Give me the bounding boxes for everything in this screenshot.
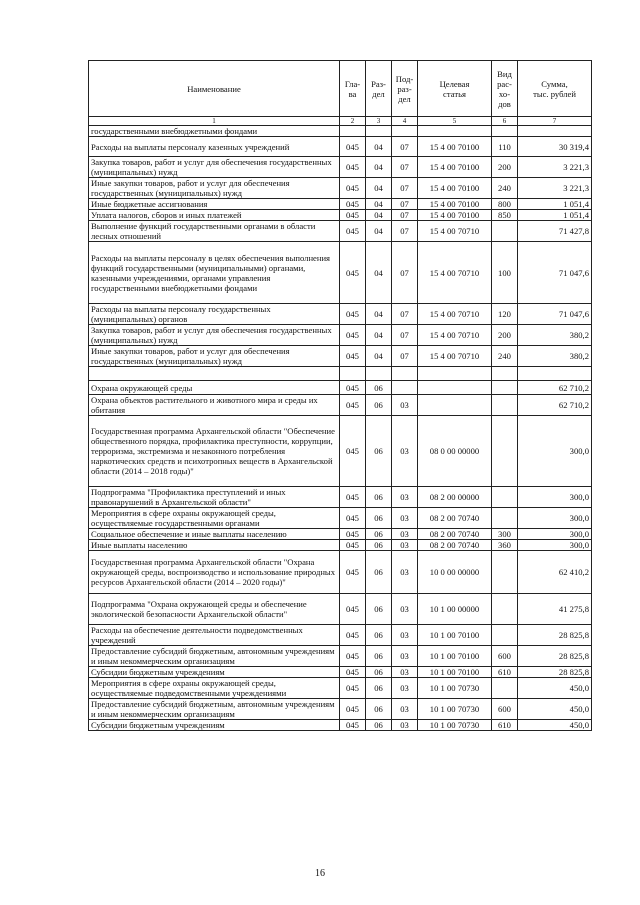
row-podrazdel: 03 xyxy=(392,699,418,720)
row-podrazdel: 07 xyxy=(392,304,418,325)
row-podrazdel: 07 xyxy=(392,221,418,242)
row-glava: 045 xyxy=(340,199,366,210)
table-row xyxy=(89,137,592,157)
row-summa: 450,0 xyxy=(518,678,592,699)
row-podrazdel: 03 xyxy=(392,529,418,540)
table-row xyxy=(89,625,592,646)
row-razdel: 06 xyxy=(366,699,392,720)
row-glava: 045 xyxy=(340,487,366,508)
header-vid: Вид рас- хо- дов xyxy=(492,61,518,117)
row-glava: 045 xyxy=(340,157,366,178)
row-glava: 045 xyxy=(340,540,366,551)
column-number: 7 xyxy=(518,117,592,126)
column-number: 5 xyxy=(418,117,492,126)
row-glava: 045 xyxy=(340,210,366,221)
row-podrazdel: 07 xyxy=(392,346,418,367)
row-podrazdel: 03 xyxy=(392,720,418,731)
row-summa: 41 275,8 xyxy=(518,594,592,625)
row-razdel: 06 xyxy=(366,646,392,667)
row-statya: 10 1 00 70100 xyxy=(418,646,492,667)
table-row xyxy=(89,416,592,487)
row-podrazdel: 03 xyxy=(392,540,418,551)
row-vid: 600 xyxy=(492,699,518,720)
row-statya: 15 4 00 70710 xyxy=(418,242,492,304)
row-vid: 800 xyxy=(492,199,518,210)
row-podrazdel: 07 xyxy=(392,210,418,221)
row-vid xyxy=(492,367,518,381)
row-razdel: 06 xyxy=(366,508,392,529)
header-name: Наименование xyxy=(89,61,340,117)
row-glava: 045 xyxy=(340,325,366,346)
row-glava: 045 xyxy=(340,137,366,157)
row-name: Расходы на обеспечение деятельности подведомственных учреждений xyxy=(89,625,340,646)
row-vid: 850 xyxy=(492,210,518,221)
row-razdel: 06 xyxy=(366,381,392,395)
row-name: Расходы на выплаты персоналу казенных учреждений xyxy=(89,137,340,157)
row-vid xyxy=(492,625,518,646)
row-summa: 71 047,6 xyxy=(518,242,592,304)
row-vid xyxy=(492,594,518,625)
row-summa: 1 051,4 xyxy=(518,210,592,221)
row-podrazdel xyxy=(392,367,418,381)
row-summa: 300,0 xyxy=(518,540,592,551)
row-name: Иные закупки товаров, работ и услуг для обеспечения государственных (муниципальных) нужд xyxy=(89,178,340,199)
row-summa: 300,0 xyxy=(518,529,592,540)
row-podrazdel: 03 xyxy=(392,678,418,699)
row-razdel: 04 xyxy=(366,137,392,157)
row-statya: 15 4 00 70710 xyxy=(418,346,492,367)
row-statya: 08 2 00 70740 xyxy=(418,540,492,551)
row-name: Мероприятия в сфере охраны окружающей среды, осуществляемые государственными органами xyxy=(89,508,340,529)
row-glava: 045 xyxy=(340,625,366,646)
row-statya: 15 4 00 70710 xyxy=(418,325,492,346)
row-glava: 045 xyxy=(340,720,366,731)
row-podrazdel: 03 xyxy=(392,551,418,594)
table-row xyxy=(89,199,592,210)
row-razdel: 04 xyxy=(366,221,392,242)
row-glava: 045 xyxy=(340,395,366,416)
row-glava: 045 xyxy=(340,646,366,667)
page-number: 16 xyxy=(315,868,325,879)
table-row xyxy=(89,594,592,625)
row-name: Мероприятия в сфере охраны окружающей среды, осуществляемые подведомственными учреждениями xyxy=(89,678,340,699)
table-row xyxy=(89,367,592,381)
row-summa: 28 825,8 xyxy=(518,625,592,646)
table-row xyxy=(89,487,592,508)
row-summa: 300,0 xyxy=(518,508,592,529)
row-name: Подпрограмма "Профилактика преступлений и иных правонарушений в Архангельской области" xyxy=(89,487,340,508)
column-number-row xyxy=(89,117,592,126)
row-razdel: 06 xyxy=(366,678,392,699)
row-vid xyxy=(492,551,518,594)
column-number: 3 xyxy=(366,117,392,126)
table-row xyxy=(89,304,592,325)
row-name: Выполнение функций государственными органами в области лесных отношений xyxy=(89,221,340,242)
table-row xyxy=(89,346,592,367)
table-row xyxy=(89,157,592,178)
header-glava: Гла- ва xyxy=(340,61,366,117)
row-name: Иные бюджетные ассигнования xyxy=(89,199,340,210)
table-row xyxy=(89,540,592,551)
row-podrazdel: 03 xyxy=(392,667,418,678)
table-body xyxy=(89,126,592,731)
row-statya: 15 4 00 70710 xyxy=(418,221,492,242)
row-name: Социальное обеспечение и иные выплаты населению xyxy=(89,529,340,540)
row-vid: 200 xyxy=(492,157,518,178)
row-name: Государственная программа Архангельской области "Охрана окружающей среды, воспроизводство и использование природных ресурсов Архангельской области (2014 – 2020 годы)" xyxy=(89,551,340,594)
row-vid: 240 xyxy=(492,346,518,367)
row-razdel: 04 xyxy=(366,304,392,325)
row-statya: 08 2 00 70740 xyxy=(418,508,492,529)
row-name: Иные закупки товаров, работ и услуг для обеспечения государственных (муниципальных) нужд xyxy=(89,346,340,367)
row-razdel xyxy=(366,126,392,137)
row-summa: 28 825,8 xyxy=(518,646,592,667)
table-row xyxy=(89,678,592,699)
row-summa: 380,2 xyxy=(518,346,592,367)
budget-table-container xyxy=(88,60,591,731)
row-name: Закупка товаров, работ и услуг для обеспечения государственных (муниципальных) нужд xyxy=(89,325,340,346)
row-name: государственными внебюджетными фондами xyxy=(89,126,340,137)
row-name: Подпрограмма "Охрана окружающей среды и обеспечение экологической безопасности Архангельской области" xyxy=(89,594,340,625)
row-summa: 28 825,8 xyxy=(518,667,592,678)
row-statya: 08 0 00 00000 xyxy=(418,416,492,487)
row-razdel: 06 xyxy=(366,551,392,594)
row-summa: 71 047,6 xyxy=(518,304,592,325)
row-razdel: 06 xyxy=(366,395,392,416)
row-summa xyxy=(518,367,592,381)
row-statya: 10 0 00 00000 xyxy=(418,551,492,594)
row-name: Предоставление субсидий бюджетным, автономным учреждениям и иным некоммерческим организациям xyxy=(89,699,340,720)
table-row xyxy=(89,529,592,540)
row-statya: 15 4 00 70100 xyxy=(418,157,492,178)
row-summa: 1 051,4 xyxy=(518,199,592,210)
row-vid xyxy=(492,487,518,508)
header-podrazdel: Под- раз- дел xyxy=(392,61,418,117)
budget-table xyxy=(88,60,592,731)
row-glava: 045 xyxy=(340,551,366,594)
row-podrazdel: 03 xyxy=(392,594,418,625)
row-summa: 62 710,2 xyxy=(518,381,592,395)
row-podrazdel xyxy=(392,126,418,137)
row-glava: 045 xyxy=(340,678,366,699)
table-row xyxy=(89,178,592,199)
row-glava: 045 xyxy=(340,304,366,325)
row-name: Субсидии бюджетным учреждениям xyxy=(89,667,340,678)
table-row xyxy=(89,381,592,395)
row-podrazdel: 07 xyxy=(392,242,418,304)
row-summa: 62 710,2 xyxy=(518,395,592,416)
row-summa: 30 319,4 xyxy=(518,137,592,157)
row-summa: 380,2 xyxy=(518,325,592,346)
row-statya xyxy=(418,126,492,137)
row-statya: 10 1 00 00000 xyxy=(418,594,492,625)
row-glava: 045 xyxy=(340,346,366,367)
row-vid: 300 xyxy=(492,529,518,540)
column-number: 2 xyxy=(340,117,366,126)
row-name: Государственная программа Архангельской области "Обеспечение общественного порядка, профилактика преступности, коррупции, терроризма, экстремизма и незаконного потребления наркотических средств и психотропных веществ в Архангельской области (2014 – 2018 годы)" xyxy=(89,416,340,487)
row-summa xyxy=(518,126,592,137)
header-statya: Целевая статья xyxy=(418,61,492,117)
table-row xyxy=(89,242,592,304)
row-name: Расходы на выплаты персоналу в целях обеспечения выполнения функций государственными (муниципальными) органами, казенными учреждениями, органами управления государственными внебюджетными фондами xyxy=(89,242,340,304)
row-razdel: 06 xyxy=(366,540,392,551)
row-razdel: 04 xyxy=(366,210,392,221)
row-statya: 08 2 00 70740 xyxy=(418,529,492,540)
row-razdel xyxy=(366,367,392,381)
row-vid: 610 xyxy=(492,667,518,678)
row-statya: 15 4 00 70100 xyxy=(418,137,492,157)
row-podrazdel: 03 xyxy=(392,395,418,416)
row-razdel: 04 xyxy=(366,199,392,210)
row-vid xyxy=(492,508,518,529)
row-name: Охрана окружающей среды xyxy=(89,381,340,395)
column-number: 1 xyxy=(89,117,340,126)
row-razdel: 06 xyxy=(366,529,392,540)
row-statya xyxy=(418,367,492,381)
table-row xyxy=(89,325,592,346)
row-statya: 10 1 00 70730 xyxy=(418,720,492,731)
header-razdel: Раз- дел xyxy=(366,61,392,117)
row-vid xyxy=(492,126,518,137)
row-razdel: 04 xyxy=(366,242,392,304)
row-vid xyxy=(492,416,518,487)
row-vid: 120 xyxy=(492,304,518,325)
row-vid: 240 xyxy=(492,178,518,199)
row-glava: 045 xyxy=(340,381,366,395)
row-summa: 300,0 xyxy=(518,416,592,487)
row-statya: 10 1 00 70730 xyxy=(418,699,492,720)
row-podrazdel: 03 xyxy=(392,487,418,508)
row-name: Иные выплаты населению xyxy=(89,540,340,551)
table-row xyxy=(89,221,592,242)
row-statya: 15 4 00 70100 xyxy=(418,178,492,199)
row-glava: 045 xyxy=(340,416,366,487)
table-row xyxy=(89,508,592,529)
row-glava: 045 xyxy=(340,242,366,304)
row-razdel: 06 xyxy=(366,667,392,678)
row-vid: 360 xyxy=(492,540,518,551)
row-glava: 045 xyxy=(340,594,366,625)
row-podrazdel: 03 xyxy=(392,625,418,646)
row-statya: 08 2 00 00000 xyxy=(418,487,492,508)
row-statya: 10 1 00 70100 xyxy=(418,667,492,678)
row-summa: 3 221,3 xyxy=(518,157,592,178)
header-summa: Сумма, тыс. рублей xyxy=(518,61,592,117)
row-podrazdel: 07 xyxy=(392,137,418,157)
row-glava xyxy=(340,367,366,381)
row-razdel: 04 xyxy=(366,346,392,367)
column-number: 4 xyxy=(392,117,418,126)
row-podrazdel: 07 xyxy=(392,178,418,199)
row-vid xyxy=(492,678,518,699)
row-statya: 10 1 00 70100 xyxy=(418,625,492,646)
row-name: Закупка товаров, работ и услуг для обеспечения государственных (муниципальных) нужд xyxy=(89,157,340,178)
row-podrazdel: 07 xyxy=(392,325,418,346)
row-razdel: 06 xyxy=(366,720,392,731)
row-podrazdel: 03 xyxy=(392,646,418,667)
table-row xyxy=(89,395,592,416)
row-glava xyxy=(340,126,366,137)
row-summa: 71 427,8 xyxy=(518,221,592,242)
row-vid xyxy=(492,221,518,242)
table-row xyxy=(89,210,592,221)
row-vid: 610 xyxy=(492,720,518,731)
table-row xyxy=(89,699,592,720)
row-name xyxy=(89,367,340,381)
row-summa: 450,0 xyxy=(518,720,592,731)
row-vid: 600 xyxy=(492,646,518,667)
header-row xyxy=(89,61,592,117)
row-razdel: 06 xyxy=(366,625,392,646)
row-glava: 045 xyxy=(340,699,366,720)
row-statya xyxy=(418,381,492,395)
row-razdel: 06 xyxy=(366,594,392,625)
row-podrazdel: 03 xyxy=(392,416,418,487)
row-statya xyxy=(418,395,492,416)
row-statya: 10 1 00 70730 xyxy=(418,678,492,699)
row-vid: 100 xyxy=(492,242,518,304)
row-podrazdel: 07 xyxy=(392,157,418,178)
row-podrazdel: 03 xyxy=(392,508,418,529)
row-podrazdel: 07 xyxy=(392,199,418,210)
row-glava: 045 xyxy=(340,178,366,199)
row-name: Охрана объектов растительного и животного мира и среды их обитания xyxy=(89,395,340,416)
row-vid: 200 xyxy=(492,325,518,346)
row-vid: 110 xyxy=(492,137,518,157)
row-statya: 15 4 00 70710 xyxy=(418,304,492,325)
row-summa: 3 221,3 xyxy=(518,178,592,199)
row-glava: 045 xyxy=(340,667,366,678)
table-row xyxy=(89,720,592,731)
row-vid xyxy=(492,381,518,395)
row-razdel: 04 xyxy=(366,178,392,199)
row-name: Расходы на выплаты персоналу государственных (муниципальных) органов xyxy=(89,304,340,325)
row-summa: 62 410,2 xyxy=(518,551,592,594)
row-statya: 15 4 00 70100 xyxy=(418,199,492,210)
row-razdel: 04 xyxy=(366,157,392,178)
row-summa: 300,0 xyxy=(518,487,592,508)
row-razdel: 06 xyxy=(366,487,392,508)
row-name: Субсидии бюджетным учреждениям xyxy=(89,720,340,731)
table-row xyxy=(89,646,592,667)
row-glava: 045 xyxy=(340,221,366,242)
row-summa: 450,0 xyxy=(518,699,592,720)
row-name: Уплата налогов, сборов и иных платежей xyxy=(89,210,340,221)
row-statya: 15 4 00 70100 xyxy=(418,210,492,221)
table-row xyxy=(89,667,592,678)
column-number: 6 xyxy=(492,117,518,126)
row-name: Предоставление субсидий бюджетным, автономным учреждениям и иным некоммерческим организациям xyxy=(89,646,340,667)
table-row xyxy=(89,126,592,137)
row-razdel: 06 xyxy=(366,416,392,487)
row-glava: 045 xyxy=(340,529,366,540)
row-podrazdel xyxy=(392,381,418,395)
row-vid xyxy=(492,395,518,416)
row-razdel: 04 xyxy=(366,325,392,346)
row-glava: 045 xyxy=(340,508,366,529)
table-row xyxy=(89,551,592,594)
